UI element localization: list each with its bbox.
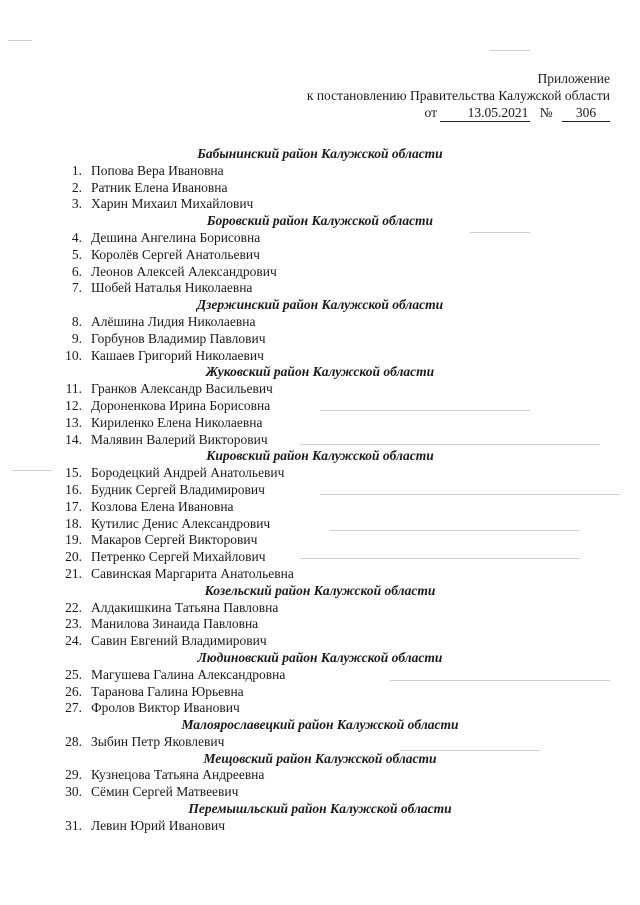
list-item-name: Козлова Елена Ивановна — [91, 498, 234, 514]
list-item — [0, 465, 640, 482]
list-item — [0, 180, 640, 197]
list-item-number: 21. — [65, 565, 82, 581]
scan-artifact — [470, 232, 530, 233]
list-item-name: Гранков Александр Васильевич — [91, 381, 273, 397]
list-item-number: 31. — [65, 817, 82, 833]
list-item-name: Кузнецова Татьяна Андреевна — [91, 767, 265, 783]
district-heading: Мещовский район Калужской области — [203, 750, 437, 766]
list-item-number: 9. — [71, 330, 82, 346]
from-label: от — [424, 105, 437, 120]
decree-number: 306 — [562, 104, 610, 122]
list-item — [0, 532, 640, 549]
district-heading: Козельский район Калужской области — [204, 582, 436, 598]
list-item-name: Алдакишкина Татьяна Павловна — [91, 599, 279, 615]
scan-artifact — [300, 558, 580, 559]
list-item — [0, 616, 640, 633]
list-item-number: 25. — [65, 666, 82, 682]
list-item-name: Сёмин Сергей Матвеевич — [91, 784, 239, 800]
list-item — [0, 314, 640, 331]
list-item — [0, 600, 640, 617]
list-item — [0, 700, 640, 717]
list-item — [0, 196, 640, 213]
list-item-name: Шобей Наталья Николаевна — [91, 280, 253, 296]
list-item-number: 10. — [65, 347, 82, 363]
list-item-number: 17. — [65, 498, 82, 514]
district-heading: Малоярославецкий район Калужской области — [181, 717, 459, 733]
district-list — [0, 146, 640, 835]
list-item — [0, 264, 640, 281]
list-item-name: Манилова Зинаида Павловна — [91, 616, 259, 632]
list-item-name: Савинская Маргарита Анатольевна — [91, 565, 294, 581]
list-item-number: 6. — [71, 263, 82, 279]
list-item-name: Дороненкова Ирина Борисовна — [91, 397, 271, 413]
list-item-name: Малявин Валерий Викторович — [91, 431, 268, 447]
list-item — [0, 767, 640, 784]
list-item-name: Таранова Галина Юрьевна — [91, 683, 244, 699]
list-item — [0, 566, 640, 583]
district-heading: Боровский район Калужской области — [206, 213, 434, 229]
list-item-number: 2. — [71, 179, 82, 195]
list-item-name: Харин Михаил Михайлович — [91, 196, 254, 212]
list-item-name: Кутилис Денис Александрович — [91, 515, 271, 531]
list-item-name: Фролов Виктор Иванович — [91, 700, 240, 716]
scan-artifact — [390, 680, 610, 681]
list-item-number: 5. — [71, 246, 82, 262]
list-item-number: 20. — [65, 549, 82, 565]
list-item-number: 29. — [65, 767, 82, 783]
list-item-name: Горбунов Владимир Павлович — [91, 330, 266, 346]
appendix-date-number — [307, 104, 610, 122]
list-item — [0, 381, 640, 398]
list-item-number: 28. — [65, 733, 82, 749]
list-item-number: 24. — [65, 633, 82, 649]
list-item-number: 7. — [71, 280, 82, 296]
list-item-name: Магушева Галина Александровна — [91, 666, 286, 682]
list-item-name: Дешина Ангелина Борисовна — [91, 229, 261, 245]
list-item — [0, 331, 640, 348]
list-item-number: 1. — [71, 162, 82, 178]
list-item-number: 18. — [65, 515, 82, 531]
list-item — [0, 734, 640, 751]
scan-artifact — [400, 750, 540, 751]
list-item-name: Леонов Алексей Александрович — [91, 263, 277, 279]
list-item-number: 30. — [65, 784, 82, 800]
scan-artifact — [490, 50, 530, 51]
appendix-subtitle: к постановлению Правительства Калужской области — [306, 88, 610, 103]
scan-artifact — [320, 410, 530, 411]
list-item — [0, 684, 640, 701]
district-heading: Дзержинский район Калужской области — [196, 297, 444, 313]
list-item — [0, 499, 640, 516]
list-item-number: 4. — [71, 229, 82, 245]
list-item-number: 22. — [65, 599, 82, 615]
list-item — [0, 432, 640, 449]
list-item-number: 12. — [65, 397, 82, 413]
list-item-name: Петренко Сергей Михайлович — [91, 549, 266, 565]
list-item-number: 26. — [65, 683, 82, 699]
list-item-name: Алёшина Лидия Николаевна — [91, 313, 256, 329]
list-item-number: 11. — [65, 381, 82, 397]
list-item — [0, 230, 640, 247]
appendix-header — [307, 70, 610, 122]
scan-artifact — [8, 40, 32, 41]
scan-artifact — [320, 494, 620, 495]
scan-artifact — [300, 444, 600, 445]
number-sign: № — [539, 105, 553, 120]
list-item-name: Зыбин Петр Яковлевич — [91, 733, 225, 749]
list-item-number: 16. — [65, 481, 82, 497]
list-item-number: 27. — [65, 700, 82, 716]
list-item-number: 13. — [65, 414, 82, 430]
list-item-name: Бородецкий Андрей Анатольевич — [91, 465, 285, 481]
list-item — [0, 784, 640, 801]
list-item-name: Королёв Сергей Анатольевич — [91, 246, 260, 262]
list-item-name: Кириленко Елена Николаевна — [91, 414, 263, 430]
list-item-number: 23. — [65, 616, 82, 632]
district-heading: Жуковский район Калужской области — [205, 364, 435, 380]
list-item-name: Савин Евгений Владимирович — [91, 633, 267, 649]
district-heading: Бабынинский район Калужской области — [197, 146, 443, 161]
list-item — [0, 163, 640, 180]
list-item — [0, 415, 640, 432]
district-heading: Перемышльский район Калужской области — [188, 801, 452, 817]
list-item-number: 3. — [71, 196, 82, 212]
district-heading: Людиновский район Калужской области — [197, 649, 443, 665]
list-item-name: Попова Вера Ивановна — [91, 162, 224, 178]
list-item — [0, 348, 640, 365]
list-item-name: Ратник Елена Ивановна — [91, 179, 228, 195]
list-item-name: Будник Сергей Владимирович — [91, 481, 265, 497]
list-item — [0, 247, 640, 264]
list-item-number: 14. — [65, 431, 82, 447]
list-item — [0, 482, 640, 499]
scan-artifact — [330, 530, 580, 531]
list-item — [0, 398, 640, 415]
decree-date: 13.05.2021 — [440, 104, 530, 122]
appendix-title: Приложение — [537, 71, 610, 86]
list-item-name: Кашаев Григорий Николаевич — [91, 347, 264, 363]
list-item — [0, 633, 640, 650]
scan-artifact — [12, 470, 52, 471]
list-item-number: 15. — [65, 465, 82, 481]
district-heading: Кировский район Калужской области — [206, 448, 434, 464]
list-item-name: Макаров Сергей Викторович — [91, 532, 258, 548]
list-item-number: 8. — [71, 313, 82, 329]
list-item — [0, 280, 640, 297]
list-item — [0, 818, 640, 835]
list-item-name: Левин Юрий Иванович — [91, 817, 226, 833]
list-item-number: 19. — [65, 532, 82, 548]
